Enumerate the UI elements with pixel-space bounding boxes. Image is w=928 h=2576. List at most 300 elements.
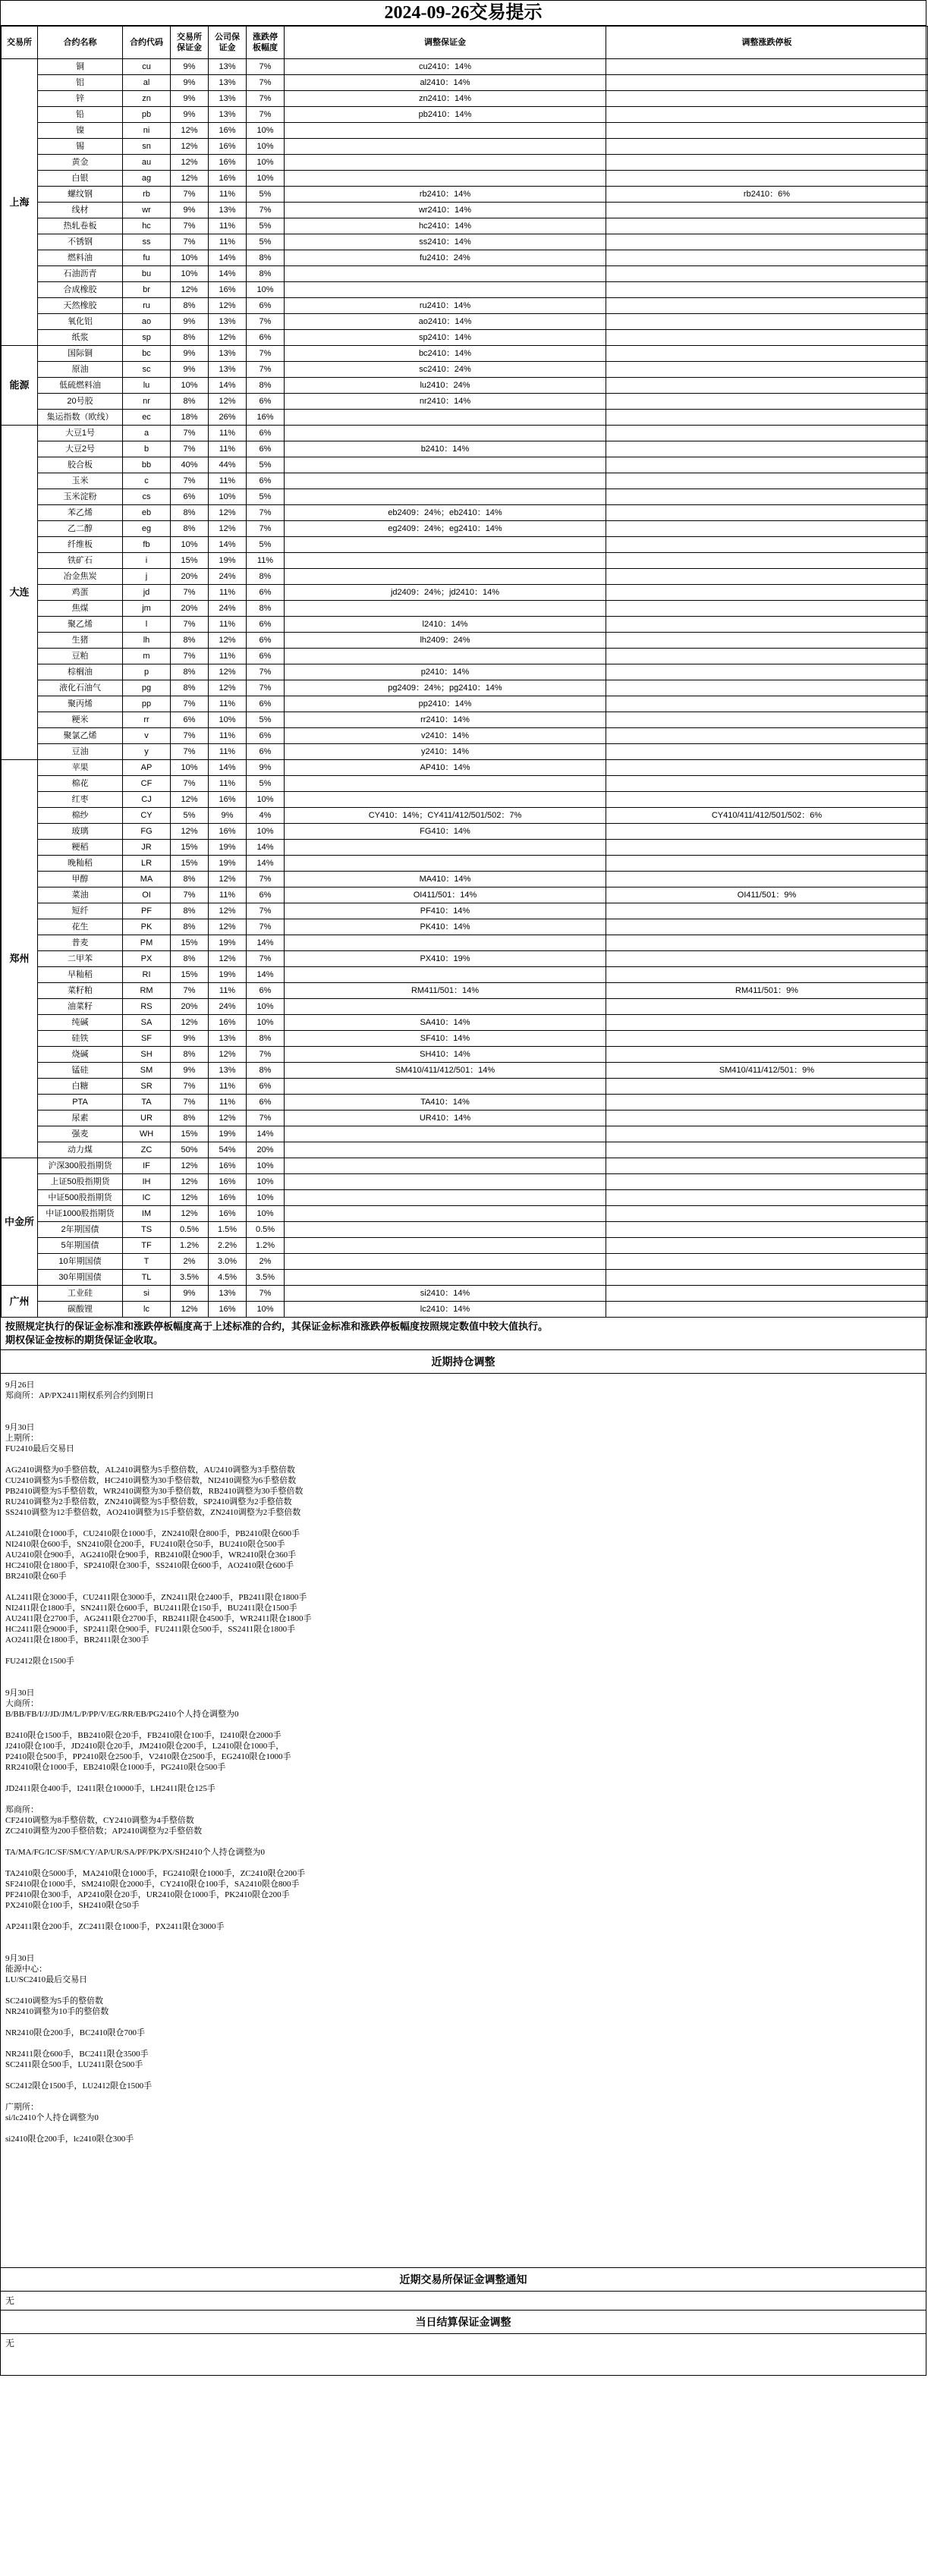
adjust-limit <box>606 1079 928 1095</box>
adjust-margin <box>285 155 606 171</box>
contract-code: SH <box>123 1047 171 1063</box>
limit-range: 6% <box>247 887 285 903</box>
exchange-margin: 6% <box>171 489 209 505</box>
exchange-margin: 15% <box>171 553 209 569</box>
exchange-margin: 12% <box>171 824 209 840</box>
limit-range: 5% <box>247 187 285 203</box>
adjust-limit <box>606 250 928 266</box>
contract-name: 菜油 <box>38 887 123 903</box>
exchange-margin: 15% <box>171 935 209 951</box>
adjust-margin: SM410/411/412/501：14% <box>285 1063 606 1079</box>
contract-code: CY <box>123 808 171 824</box>
adjust-margin <box>285 840 606 856</box>
contract-name: 2年期国债 <box>38 1222 123 1238</box>
contract-code: fu <box>123 250 171 266</box>
company-margin: 24% <box>209 569 247 585</box>
adjust-margin: nr2410：14% <box>285 394 606 410</box>
contract-code: CJ <box>123 792 171 808</box>
adjust-margin: UR410：14% <box>285 1111 606 1126</box>
contract-code: au <box>123 155 171 171</box>
company-margin: 16% <box>209 1302 247 1318</box>
contract-name: PTA <box>38 1095 123 1111</box>
company-margin: 19% <box>209 553 247 569</box>
exchange-cell: 上海 <box>2 59 38 346</box>
contract-name: 铜 <box>38 59 123 75</box>
table-row <box>2 999 928 1015</box>
contract-name: 线材 <box>38 203 123 218</box>
adjust-limit <box>606 696 928 712</box>
table-row <box>2 1174 928 1190</box>
contract-code: a <box>123 426 171 441</box>
limit-range: 6% <box>247 1079 285 1095</box>
contract-code: p <box>123 664 171 680</box>
table-row <box>2 1254 928 1270</box>
exchange-margin: 8% <box>171 505 209 521</box>
company-margin: 11% <box>209 744 247 760</box>
contract-name: 玉米淀粉 <box>38 489 123 505</box>
contract-name: 铅 <box>38 107 123 123</box>
company-margin: 24% <box>209 999 247 1015</box>
adjust-margin <box>285 171 606 187</box>
adjust-margin: y2410：14% <box>285 744 606 760</box>
contract-code: eb <box>123 505 171 521</box>
exchange-margin: 15% <box>171 840 209 856</box>
company-margin: 16% <box>209 155 247 171</box>
adjust-limit <box>606 1142 928 1158</box>
contract-name: 黄金 <box>38 155 123 171</box>
exchange-margin: 12% <box>171 123 209 139</box>
contract-code: ZC <box>123 1142 171 1158</box>
table-row <box>2 537 928 553</box>
company-margin: 16% <box>209 1190 247 1206</box>
adjust-margin <box>285 426 606 441</box>
contract-code: AP <box>123 760 171 776</box>
adjust-margin: lc2410：14% <box>285 1302 606 1318</box>
contract-name: 聚乙烯 <box>38 617 123 633</box>
contract-name: 20号胶 <box>38 394 123 410</box>
company-margin: 13% <box>209 203 247 218</box>
contract-code: nr <box>123 394 171 410</box>
company-margin: 12% <box>209 505 247 521</box>
contract-code: jd <box>123 585 171 601</box>
contract-name: 烧碱 <box>38 1047 123 1063</box>
adjust-limit <box>606 951 928 967</box>
table-row <box>2 1111 928 1126</box>
contract-code: sp <box>123 330 171 346</box>
contract-code: sn <box>123 139 171 155</box>
limit-range: 8% <box>247 266 285 282</box>
company-margin: 12% <box>209 521 247 537</box>
limit-range: 5% <box>247 218 285 234</box>
contract-name: 螺纹钢 <box>38 187 123 203</box>
limit-range: 10% <box>247 1015 285 1031</box>
contract-name: 菜籽粕 <box>38 983 123 999</box>
exchange-margin: 7% <box>171 218 209 234</box>
exchange-margin: 15% <box>171 1126 209 1142</box>
table-header-row <box>2 27 928 59</box>
contract-code: SM <box>123 1063 171 1079</box>
exchange-margin: 9% <box>171 107 209 123</box>
contract-code: MA <box>123 872 171 887</box>
table-row <box>2 314 928 330</box>
exchange-margin: 20% <box>171 999 209 1015</box>
adjust-limit <box>606 91 928 107</box>
adjust-limit <box>606 1222 928 1238</box>
adjust-limit <box>606 1111 928 1126</box>
adjust-margin: bc2410：14% <box>285 346 606 362</box>
limit-range: 7% <box>247 314 285 330</box>
contract-code: pb <box>123 107 171 123</box>
margin-table <box>1 26 928 1318</box>
contract-code: ec <box>123 410 171 426</box>
limit-range: 7% <box>247 872 285 887</box>
contract-code: CF <box>123 776 171 792</box>
adjust-margin: pp2410：14% <box>285 696 606 712</box>
contract-code: SR <box>123 1079 171 1095</box>
adjust-margin: sp2410：14% <box>285 330 606 346</box>
adjust-margin: al2410：14% <box>285 75 606 91</box>
adjust-margin <box>285 266 606 282</box>
company-margin: 11% <box>209 473 247 489</box>
table-row <box>2 1206 928 1222</box>
company-margin: 19% <box>209 935 247 951</box>
exchange-margin: 8% <box>171 680 209 696</box>
table-row <box>2 187 928 203</box>
contract-name: 液化石油气 <box>38 680 123 696</box>
contract-name: 大豆1号 <box>38 426 123 441</box>
table-row <box>2 505 928 521</box>
contract-code: SF <box>123 1031 171 1047</box>
limit-range: 7% <box>247 680 285 696</box>
contract-name: 普麦 <box>38 935 123 951</box>
table-row <box>2 1095 928 1111</box>
contract-code: TA <box>123 1095 171 1111</box>
limit-range: 7% <box>247 346 285 362</box>
contract-code: IC <box>123 1190 171 1206</box>
contract-code: jm <box>123 601 171 617</box>
table-row <box>2 664 928 680</box>
table-row <box>2 1286 928 1302</box>
contract-code: v <box>123 728 171 744</box>
company-margin: 16% <box>209 139 247 155</box>
adjust-limit <box>606 553 928 569</box>
table-row <box>2 426 928 441</box>
limit-range: 8% <box>247 569 285 585</box>
company-margin: 13% <box>209 1063 247 1079</box>
exchange-margin: 7% <box>171 426 209 441</box>
limit-range: 6% <box>247 744 285 760</box>
contract-code: WH <box>123 1126 171 1142</box>
company-margin: 19% <box>209 967 247 983</box>
exchange-margin: 9% <box>171 75 209 91</box>
contract-code: ag <box>123 171 171 187</box>
company-margin: 11% <box>209 649 247 664</box>
header-adjust-margin: 调整保证金 <box>285 27 606 59</box>
contract-name: 晚籼稻 <box>38 856 123 872</box>
exchange-margin: 7% <box>171 473 209 489</box>
limit-range: 5% <box>247 457 285 473</box>
exchange-margin: 9% <box>171 59 209 75</box>
adjust-margin: wr2410：14% <box>285 203 606 218</box>
table-row <box>2 744 928 760</box>
exchange-margin: 2% <box>171 1254 209 1270</box>
adjust-margin: MA410：14% <box>285 872 606 887</box>
table-row <box>2 250 928 266</box>
contract-code: PF <box>123 903 171 919</box>
limit-range: 6% <box>247 441 285 457</box>
company-margin: 12% <box>209 1047 247 1063</box>
adjust-limit <box>606 457 928 473</box>
adjust-margin: jd2409：24%；jd2410：14% <box>285 585 606 601</box>
table-row <box>2 91 928 107</box>
exchange-margin: 18% <box>171 410 209 426</box>
table-row <box>2 1238 928 1254</box>
contract-code: lh <box>123 633 171 649</box>
exchange-margin: 9% <box>171 314 209 330</box>
adjust-margin: rr2410：14% <box>285 712 606 728</box>
contract-code: IF <box>123 1158 171 1174</box>
contract-name: 纯碱 <box>38 1015 123 1031</box>
notice-text: 无 <box>5 2295 15 2306</box>
adjust-margin <box>285 999 606 1015</box>
table-row <box>2 1079 928 1095</box>
contract-name: 集运指数（欧线） <box>38 410 123 426</box>
table-row <box>2 776 928 792</box>
contract-name: 鸡蛋 <box>38 585 123 601</box>
limit-range: 7% <box>247 91 285 107</box>
contract-name: 焦煤 <box>38 601 123 617</box>
contract-code: T <box>123 1254 171 1270</box>
table-row <box>2 808 928 824</box>
company-margin: 11% <box>209 696 247 712</box>
contract-name: 花生 <box>38 919 123 935</box>
adjust-margin: pb2410：14% <box>285 107 606 123</box>
exchange-margin: 12% <box>171 1015 209 1031</box>
adjust-limit <box>606 1254 928 1270</box>
adjust-limit: CY410/411/412/501/502：6% <box>606 808 928 824</box>
table-row <box>2 1302 928 1318</box>
adjust-limit <box>606 919 928 935</box>
header-exchange: 交易所 <box>2 27 38 59</box>
adjust-margin <box>285 489 606 505</box>
adjust-margin: SH410：14% <box>285 1047 606 1063</box>
table-row <box>2 1031 928 1047</box>
exchange-margin: 7% <box>171 234 209 250</box>
company-margin: 11% <box>209 585 247 601</box>
contract-name: 铝 <box>38 75 123 91</box>
table-row <box>2 569 928 585</box>
contract-name: 硅铁 <box>38 1031 123 1047</box>
company-margin: 14% <box>209 537 247 553</box>
exchange-margin: 10% <box>171 537 209 553</box>
contract-name: 豆粕 <box>38 649 123 664</box>
limit-range: 14% <box>247 840 285 856</box>
limit-range: 10% <box>247 123 285 139</box>
adjust-limit <box>606 346 928 362</box>
exchange-margin: 9% <box>171 346 209 362</box>
adjust-limit <box>606 824 928 840</box>
limit-range: 7% <box>247 1111 285 1126</box>
contract-code: hc <box>123 218 171 234</box>
table-row <box>2 75 928 91</box>
adjust-limit <box>606 171 928 187</box>
adjust-limit <box>606 1031 928 1047</box>
exchange-margin: 15% <box>171 856 209 872</box>
contract-name: 低硫燃料油 <box>38 378 123 394</box>
adjust-limit <box>606 441 928 457</box>
adjust-limit <box>606 1238 928 1254</box>
table-row <box>2 1270 928 1286</box>
adjust-limit <box>606 664 928 680</box>
limit-range: 14% <box>247 935 285 951</box>
company-margin: 12% <box>209 951 247 967</box>
adjust-margin <box>285 1126 606 1142</box>
exchange-margin: 7% <box>171 585 209 601</box>
table-row <box>2 919 928 935</box>
exchange-cell: 广州 <box>2 1286 38 1318</box>
contract-name: 短纤 <box>38 903 123 919</box>
adjust-margin: RM411/501：14% <box>285 983 606 999</box>
adjust-limit <box>606 266 928 282</box>
exchange-margin: 9% <box>171 1286 209 1302</box>
header-company-margin: 公司保证金 <box>209 27 247 59</box>
adjust-limit <box>606 59 928 75</box>
contract-name: 锌 <box>38 91 123 107</box>
contract-name: 30年期国债 <box>38 1270 123 1286</box>
limit-range: 7% <box>247 362 285 378</box>
contract-name: 聚丙烯 <box>38 696 123 712</box>
adjust-margin: p2410：14% <box>285 664 606 680</box>
table-row <box>2 394 928 410</box>
table-row <box>2 1015 928 1031</box>
contract-name: 聚氯乙烯 <box>38 728 123 744</box>
table-row <box>2 139 928 155</box>
contract-name: 5年期国债 <box>38 1238 123 1254</box>
contract-name: 大豆2号 <box>38 441 123 457</box>
table-row <box>2 282 928 298</box>
page-title: 2024-09-26交易提示 <box>1 1 926 26</box>
table-row <box>2 521 928 537</box>
contract-code: fb <box>123 537 171 553</box>
limit-range: 10% <box>247 792 285 808</box>
adjust-margin <box>285 553 606 569</box>
exchange-margin: 7% <box>171 649 209 664</box>
limit-range: 7% <box>247 107 285 123</box>
limit-range: 6% <box>247 649 285 664</box>
adjust-limit <box>606 1286 928 1302</box>
section-positions-title: 近期持仓调整 <box>1 1350 926 1374</box>
adjust-limit <box>606 569 928 585</box>
company-margin: 12% <box>209 633 247 649</box>
limit-range: 10% <box>247 171 285 187</box>
exchange-margin: 12% <box>171 1158 209 1174</box>
company-margin: 16% <box>209 1206 247 1222</box>
adjust-limit <box>606 728 928 744</box>
adjust-limit <box>606 155 928 171</box>
adjust-limit <box>606 218 928 234</box>
table-row <box>2 266 928 282</box>
adjust-limit <box>606 107 928 123</box>
limit-range: 10% <box>247 1190 285 1206</box>
contract-name: 中证1000股指期货 <box>38 1206 123 1222</box>
table-row <box>2 840 928 856</box>
adjust-limit <box>606 1047 928 1063</box>
contract-name: 粳米 <box>38 712 123 728</box>
exchange-margin: 0.5% <box>171 1222 209 1238</box>
contract-name: 镍 <box>38 123 123 139</box>
limit-range: 10% <box>247 824 285 840</box>
table-row <box>2 234 928 250</box>
adjust-margin <box>285 856 606 872</box>
table-row <box>2 967 928 983</box>
contract-code: RS <box>123 999 171 1015</box>
limit-range: 10% <box>247 155 285 171</box>
limit-range: 5% <box>247 234 285 250</box>
table-row <box>2 1158 928 1174</box>
contract-code: m <box>123 649 171 664</box>
table-row <box>2 887 928 903</box>
adjust-margin <box>285 457 606 473</box>
contract-name: 棕榈油 <box>38 664 123 680</box>
table-row <box>2 649 928 664</box>
company-margin: 11% <box>209 218 247 234</box>
contract-code: SA <box>123 1015 171 1031</box>
exchange-margin: 12% <box>171 171 209 187</box>
exchange-margin: 3.5% <box>171 1270 209 1286</box>
adjust-limit <box>606 75 928 91</box>
exchange-margin: 12% <box>171 1206 209 1222</box>
contract-code: cu <box>123 59 171 75</box>
contract-code: IH <box>123 1174 171 1190</box>
contract-code: TS <box>123 1222 171 1238</box>
exchange-margin: 20% <box>171 569 209 585</box>
contract-name: 合成橡胶 <box>38 282 123 298</box>
table-row <box>2 601 928 617</box>
exchange-margin: 8% <box>171 664 209 680</box>
contract-name: 不锈钢 <box>38 234 123 250</box>
exchange-cell: 郑州 <box>2 760 38 1158</box>
adjust-limit <box>606 935 928 951</box>
contract-code: wr <box>123 203 171 218</box>
adjust-margin <box>285 139 606 155</box>
exchange-margin: 12% <box>171 1190 209 1206</box>
exchange-margin: 9% <box>171 203 209 218</box>
exchange-margin: 6% <box>171 712 209 728</box>
contract-name: 天然橡胶 <box>38 298 123 314</box>
adjust-limit <box>606 792 928 808</box>
company-margin: 13% <box>209 346 247 362</box>
contract-name: 甲醇 <box>38 872 123 887</box>
contract-code: TF <box>123 1238 171 1254</box>
contract-code: ru <box>123 298 171 314</box>
adjust-margin <box>285 792 606 808</box>
company-margin: 19% <box>209 856 247 872</box>
exchange-margin: 20% <box>171 601 209 617</box>
company-margin: 12% <box>209 664 247 680</box>
bottom-spacer <box>1 2352 926 2375</box>
table-row <box>2 346 928 362</box>
adjust-margin: TA410：14% <box>285 1095 606 1111</box>
contract-name: 工业硅 <box>38 1286 123 1302</box>
exchange-margin: 8% <box>171 521 209 537</box>
company-margin: 11% <box>209 234 247 250</box>
adjust-margin: fu2410：24% <box>285 250 606 266</box>
exchange-cell: 大连 <box>2 426 38 760</box>
limit-range: 7% <box>247 59 285 75</box>
adjust-limit <box>606 1206 928 1222</box>
limit-range: 6% <box>247 983 285 999</box>
company-margin: 11% <box>209 1095 247 1111</box>
